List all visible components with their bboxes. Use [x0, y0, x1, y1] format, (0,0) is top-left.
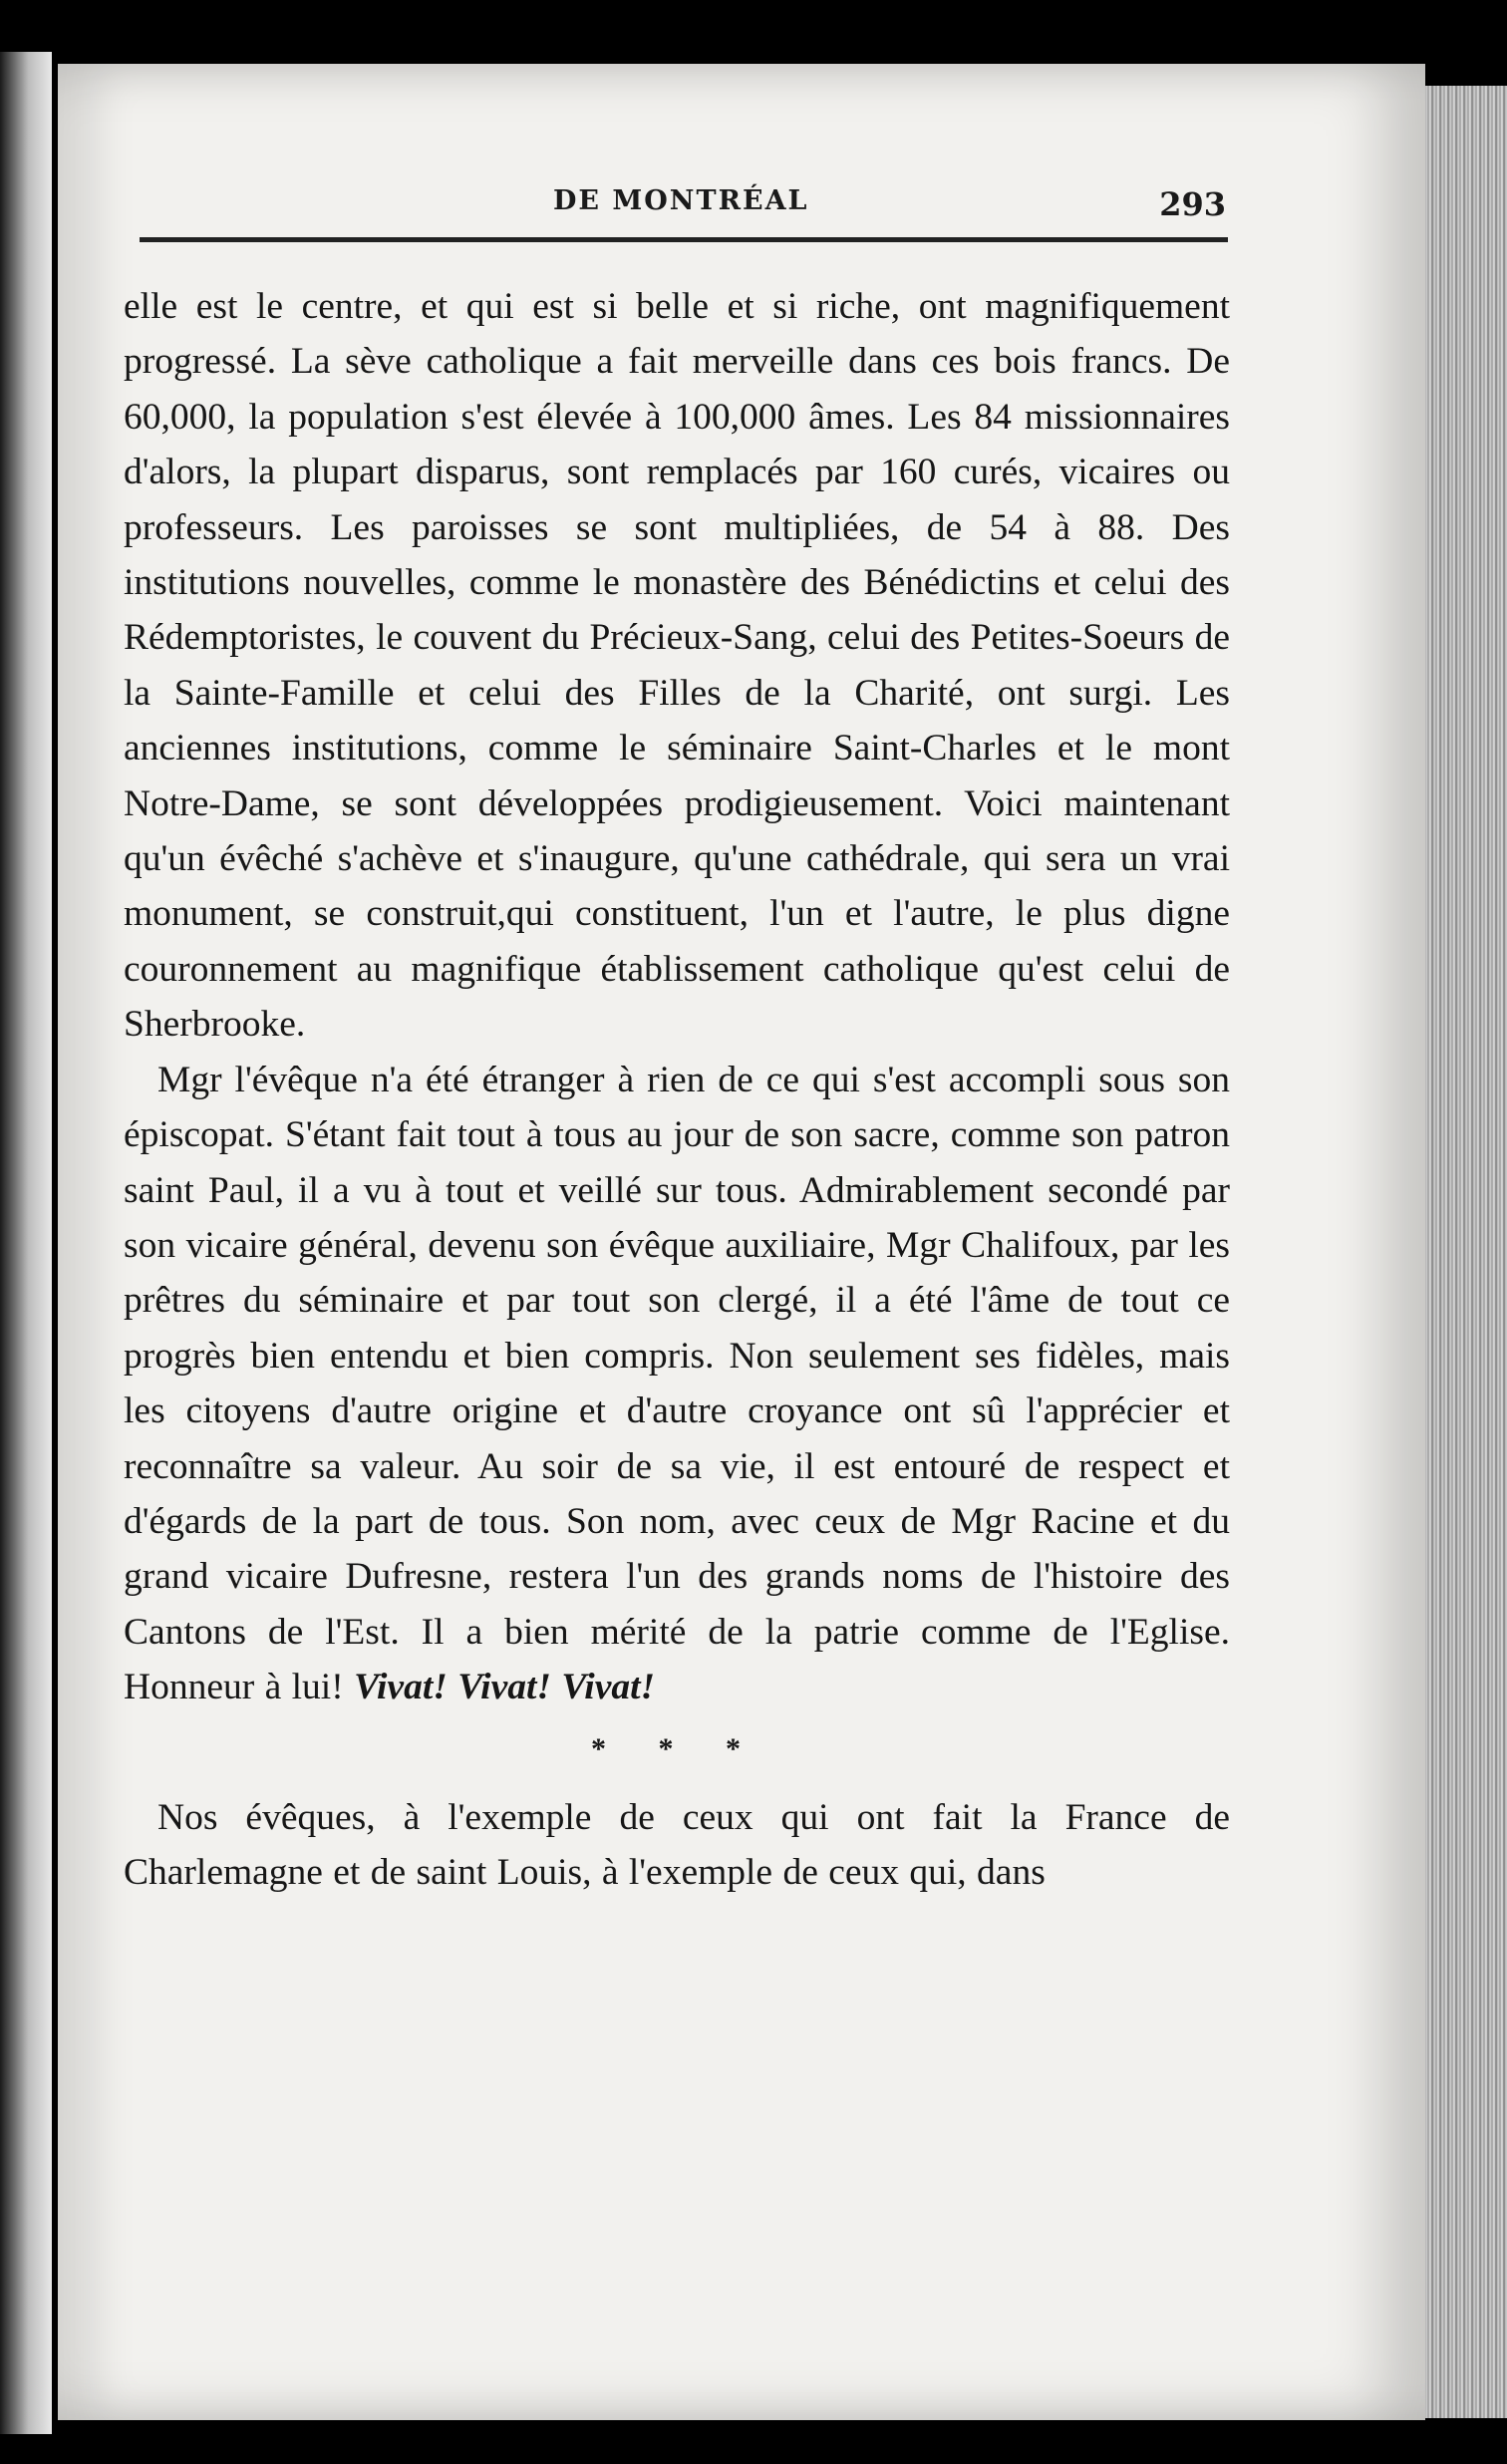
page-text — [124, 279, 1230, 1900]
header-rule — [140, 237, 1228, 242]
paragraph-2-vivat: Vivat! Vivat! Vivat! — [354, 1667, 656, 1708]
running-title: DE MONTRÉAL — [553, 185, 809, 216]
section-ornament: * * * — [591, 1731, 762, 1765]
running-header — [140, 185, 1226, 235]
paragraph-1: elle est le centre, et qui est si belle et si riche, ont magnifiquement progressé. La sève catholique a fait merveille dans ces bois francs. De 60,000, la population s'est élevée à 100,000 âmes. Les 84 missionnaires d'alors, la plupart disparus, sont remplacés par 160 curés, vicaires ou professeurs. Les paroisses se sont multipliées, de 54 à 88. Des institutions nouvelles, comme le monastère des Bénédictins et celui des Rédemptoristes, le couvent du Précieux-Sang, celui des Petites-Soeurs de la Sainte-Famille et celui des Filles de la Charité, ont surgi. Les anciennes institutions, comme le séminaire Saint-Charles et le mont Notre-Dame, se sont développées prodigieusement. Voici maintenant qu'un évêché s'achève et s'inaugure, qu'une cathédrale, qui sera un vrai monument, se construit,qui constituent, l'un et l'autre, le plus digne couronnement au magnifique établissement catholique qu'est celui de Sherbrooke. — [124, 286, 1230, 1046]
paragraph-3: Nos évêques, à l'exemple de ceux qui ont fait la France de Charlemagne et de saint Louis, à l'exemple de ceux qui, dans — [124, 1796, 1230, 1893]
paragraph-2 — [124, 1053, 1230, 1715]
paragraph-2-text: Mgr l'évêque n'a été étranger à rien de ce qui s'est accompli sous son épiscopat. S'étant fait tout à tous au jour de son sacre, comme son patron saint Paul, il a vu à tout et veillé sur tous. Admirablement secondé par son vicaire général, devenu son évêque auxiliaire, Mgr Chalifoux, par les prêtres du séminaire et par tout son clergé, il a été l'âme de tout ce progrès bien entendu et bien compris. Non seulement ses fidèles, mais les citoyens d'autre origine et d'autre croyance ont sû l'apprécier et reconnaître sa valeur. Au soir de sa vie, il est entouré de respect et d'égards de la part de tous. Son nom, avec ceux de Mgr Racine et du grand vicaire Dufresne, restera l'un des grands noms de l'histoire des Cantons de l'Est. Il a bien mérité de la patrie comme de l'Eglise. Honneur à lui! — [124, 1059, 1230, 1708]
previous-page-edge — [0, 52, 52, 2434]
page-number: 293 — [1159, 185, 1226, 223]
